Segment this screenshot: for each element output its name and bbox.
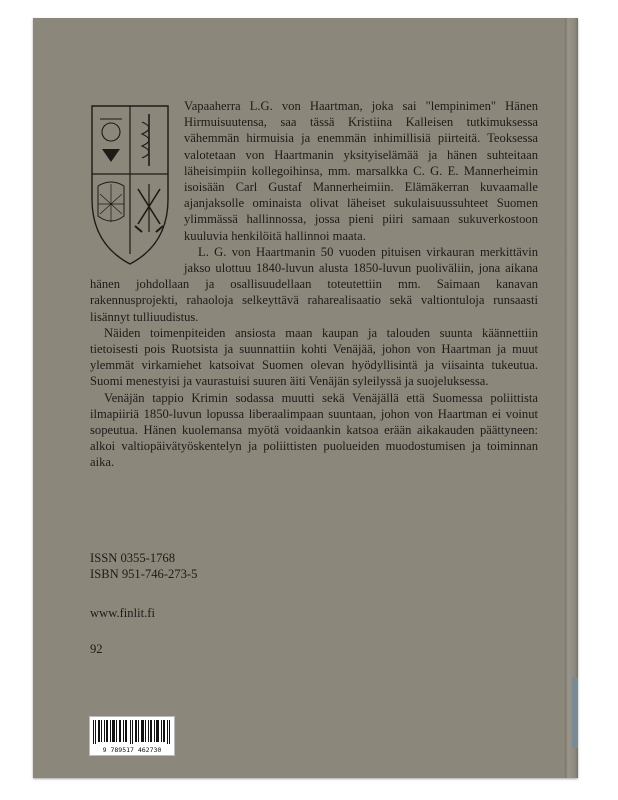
spine-mark	[572, 678, 578, 748]
blurb-paragraph-4: Venäjän tappio Krimin sodassa muutti sekä Venäjällä että Suomessa poliittista ilmapiiriä 1850-luvun lopussa liberaalimpaan suuntaan, johon von Haartman ei voinut sopeutua. Hänen kuolemansa myötä voidaankin katsoa erään aikakauden päättyneen: alkoi valtiopäivätyöskentelyn ja poliittisten puolueiden muodostumisen ja toiminnan aika.	[90, 390, 538, 470]
barcode-bars	[93, 720, 171, 744]
publication-identifiers	[90, 550, 197, 582]
barcode	[89, 716, 175, 756]
barcode-number: 9 789517 462730	[102, 746, 162, 754]
issn: ISSN 0355-1768	[90, 551, 176, 565]
coat-of-arms-icon	[90, 104, 170, 266]
blurb-paragraph-1: Vapaaherra L.G. von Haartman, joka sai "lempinimen" Hänen Hirmuisuutensa, saa tässä Kristiina Kalleisen tutkimuksessa vähemmän hirmuisia ja enemmän inhimillisiä piirteitä. Teoksessa valotetaan von Haartmanin yksityiselämää ja hänen suhteitaan läheisimpiin kollegoihinsa, mm. marsalkka C. G. E. Mannerheimin isoisään Carl Gustaf Mannerheimiin. Elämäkerran kuvaamalle ajanjaksolle ominaista olivat läheiset sukulaisuussuhteet Suomen ylimmässä hallinnossa, jossa pieni piiri samaan sukuverkostoon kuuluvia henkilöitä hallinnoi maata.	[184, 99, 538, 243]
blurb-paragraph-2: L. G. von Haartmanin 50 vuoden pituisen virkauran merkittävin jakso ulottuu 1840-luvun alusta 1850-luvun puoliväliin, jona aikana hänen johdollaan ja osallisuudellaan toteutettiin mm. Saimaan kanavan rakennusprojekti, rahaoloja selkeyttävä raharealisaatio sekä valtiontuloja runsaasti lisännyt tulliuudistus.	[90, 244, 538, 324]
website-link[interactable]: www.finlit.fi	[90, 606, 155, 620]
isbn: ISBN 951-746-273-5	[90, 567, 198, 581]
book-back-cover	[33, 18, 578, 778]
spine-edge	[565, 18, 578, 778]
series-number: 92	[90, 642, 103, 656]
blurb-paragraph-3: Näiden toimenpiteiden ansiosta maan kaupan ja talouden suunta käännettiin tietoisesti pois Ruotsista ja suunnattiin kohti Venäjää, johon von Haartman ja muut ylemmät virkamiehet katsoivat Suomen olevan hyödyllisintä ja viisainta tukeutua. Suomi menestyisi ja vaurastuisi suuren äiti Venäjän syleilyssä ja suojeluksessa.	[90, 325, 538, 389]
